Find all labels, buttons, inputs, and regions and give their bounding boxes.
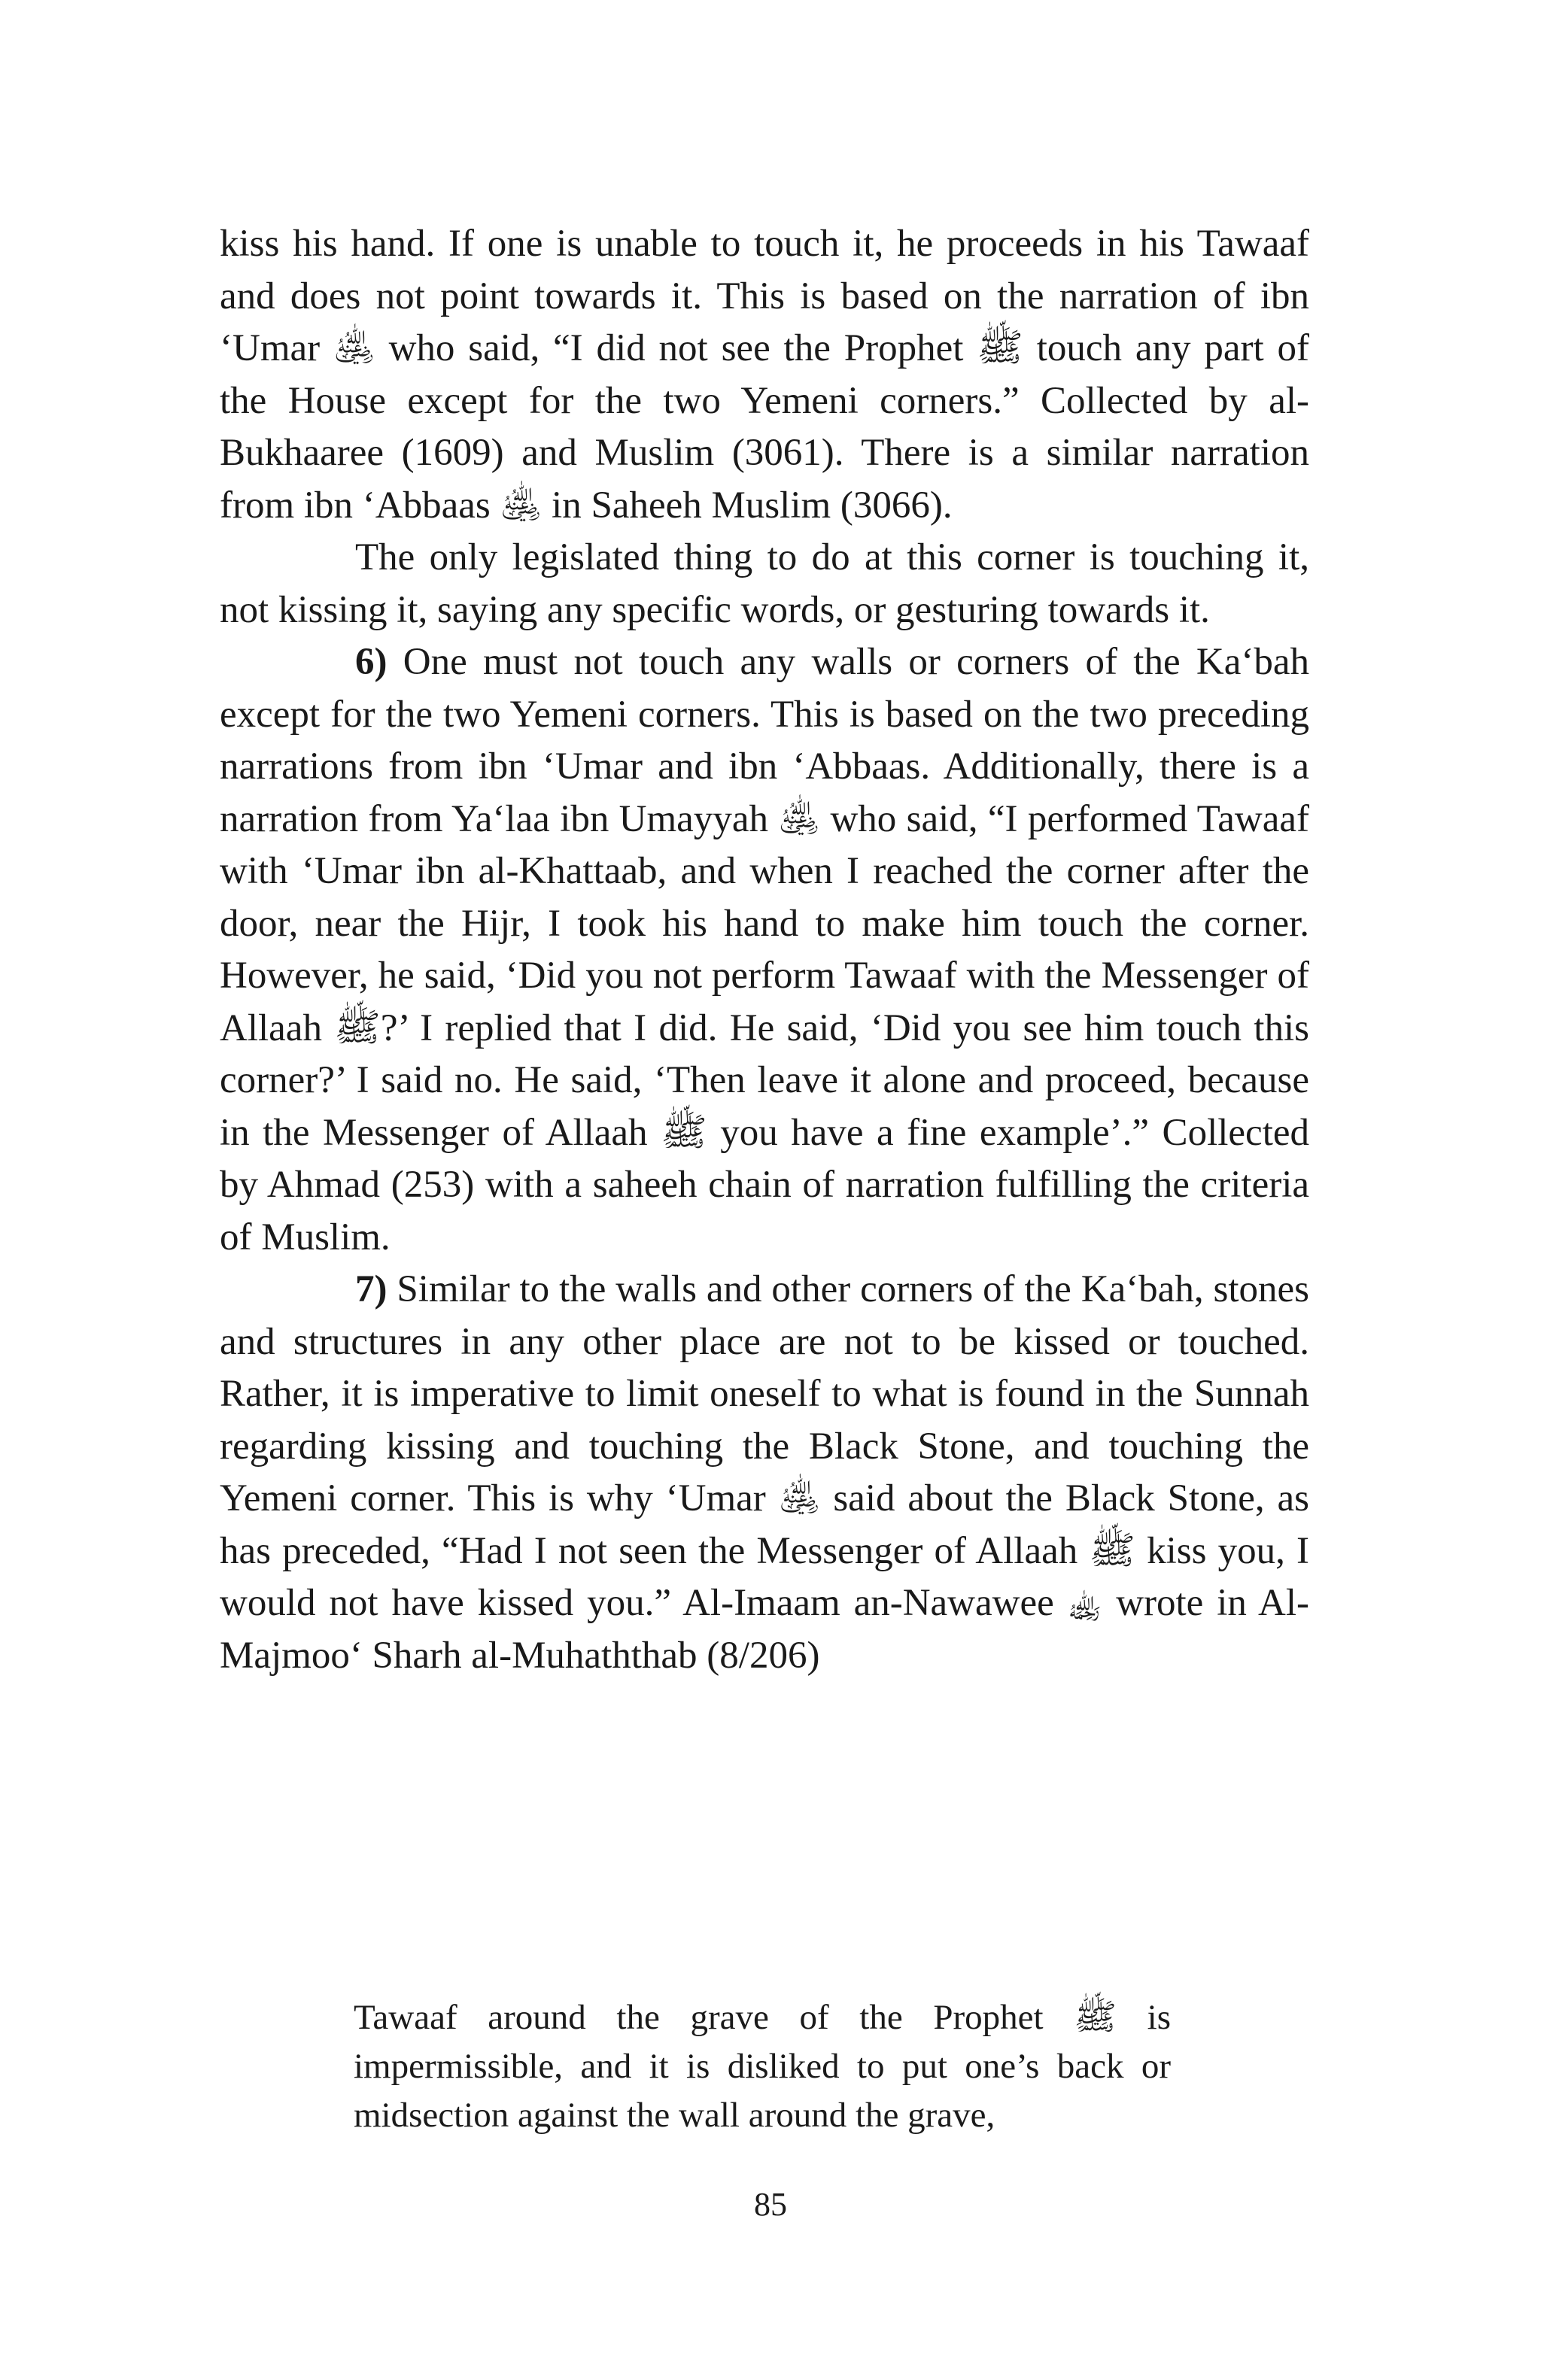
paragraph-1: kiss his hand. If one is unable to touch it, he proceeds in his Tawaaf and does not point towards it. This is based on the narration of ibn ‘Umar ﵁ who said, “I did not see the Prophet ﷺ touch any part of the House except for the two Yemeni corners.” Collected by al-Bukhaaree (1609) and Muslim (3061). There is a similar narration from ibn ‘Abbaas ﵁ in Saheeh Muslim (3066). [220, 223, 1310, 527]
main-text [220, 218, 1309, 1682]
point-number: 7) [355, 1268, 388, 1310]
paragraph-3-point-6 [220, 636, 1309, 1264]
paragraph-text: One must not touch any walls or corners of the Ka‘bah except for the two Yemeni corners. This is based on the two preceding narrations from ibn ‘Umar and ibn ‘Abbaas. Additionally, there is a narration from Ya‘laa ibn Umayyah ﵁ who said, “I performed Tawaaf with ‘Umar ibn al-Khattaab, and when I reached the corner after the door, near the Hijr, I took his hand to make him touch the corner. However, he said, ‘Did you not perform Tawaaf with the Messenger of Allaah ﷺ?’ I replied that I did. He said, ‘Did you see him touch this corner?’ I said no. He said, ‘Then leave it alone and proceed, because in the Messenger of Allaah ﷺ you have a fine example’.” Collected by Ahmad (253) with a saheeh chain of narration fulfilling the criteria of Muslim. [220, 641, 1309, 1258]
page-number: 85 [754, 2186, 787, 2223]
paragraph-text: Similar to the walls and other corners of the Ka‘bah, stones and structures in any other place are not to be kissed or touched. Rather, it is imperative to limit oneself to what is found in the Sunnah regarding kissing and touching the Black Stone, and touching the Yemeni corner. This is why ‘Umar ﵁ said about the Black Stone, as has preceded, “Had I not seen the Messenger of Allaah ﷺ kiss you, I would not have kissed you.” Al-Imaam an-Nawawee ﵀ wrote in Al-Majmoo‘ Sharh al-Muhaththab (8/206) [220, 1268, 1309, 1677]
block-quote [354, 1993, 1171, 2140]
paragraph-2: The only legislated thing to do at this corner is touching it, not kissing it, saying any specific words, or gesturing towards it. [220, 536, 1309, 631]
point-number: 6) [355, 641, 388, 683]
paragraph-4-point-7 [220, 1264, 1309, 1682]
quote-text: Tawaaf around the grave of the Prophet ﷺ is impermissible, and it is disliked to put one’s back or midsection against the wall around the grave, [354, 1998, 1171, 2135]
